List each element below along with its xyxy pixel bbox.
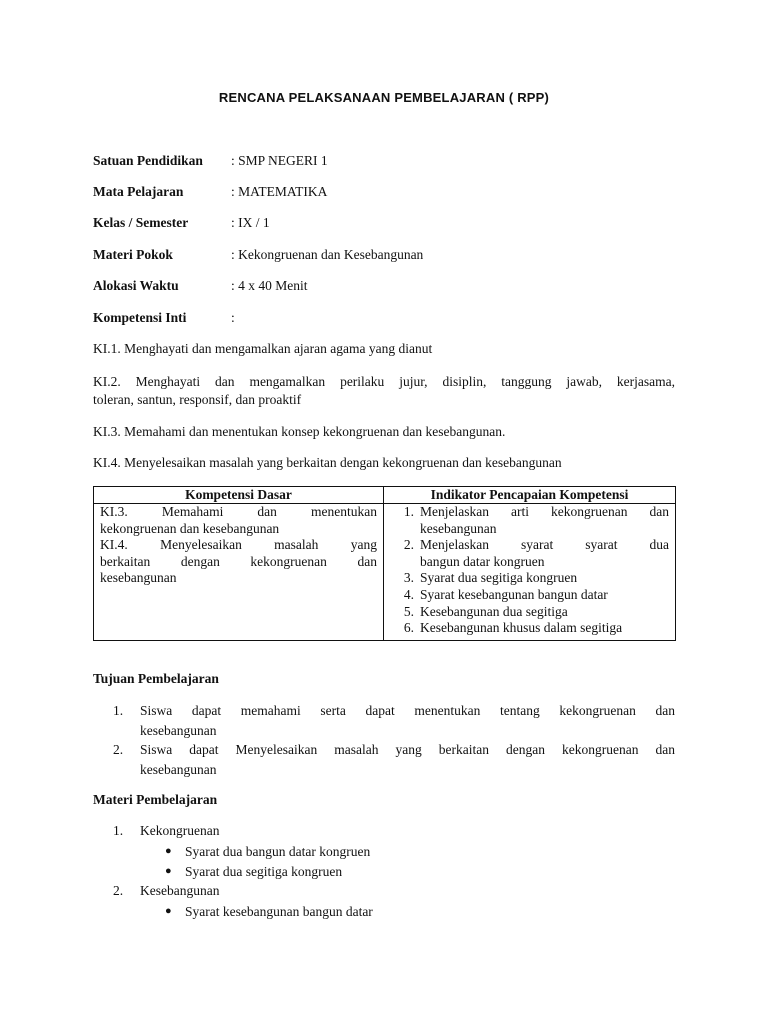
list-item (390, 620, 669, 637)
list-item-line-1: Siswa dapat memahami serta dapat menentukan tentang kekongruenan dan (140, 703, 675, 718)
materi-2-bullets (93, 902, 675, 922)
list-number: 6. (403, 620, 414, 636)
bullet-item (93, 842, 675, 862)
kd-3-line-2: kekongruenan dan kesebangunan (100, 520, 280, 536)
materi-1-bullets (93, 842, 675, 881)
materi-list-2 (113, 881, 675, 901)
meta-value: : (231, 310, 235, 325)
bullet-item (93, 902, 675, 922)
list-number: 1. (113, 823, 124, 838)
ki-2 (93, 373, 675, 409)
tujuan-list (113, 701, 675, 779)
kd-3-line-1: KI.3. Memahami dan menentukan (100, 504, 377, 519)
meta-value: : IX / 1 (231, 215, 270, 230)
meta-value: : 4 x 40 Menit (231, 278, 308, 293)
list-item (390, 587, 669, 604)
kd-4-line-1: KI.4. Menyelesaikan masalah yang (100, 537, 377, 553)
list-number: 2. (403, 537, 414, 553)
kd-4-line-2: berkaitan dengan kekongruenan dan (100, 553, 377, 569)
list-number: 1. (403, 504, 414, 519)
list-item-text: Kesebangunan dua segitiga (420, 603, 568, 619)
ki-2-line-2: toleran, santun, responsif, dan proaktif (93, 392, 302, 407)
ki-3: KI.3. Memahami dan menentukan konsep kekongruenan dan kesebangunan. (93, 424, 506, 439)
competency-table (93, 486, 676, 641)
list-item-line-1: Menjelaskan syarat syarat dua (420, 537, 669, 553)
document-title: RENCANA PELAKSANAAN PEMBELAJARAN ( RPP) (218, 90, 550, 105)
meta-label: Satuan Pendidikan (93, 153, 203, 168)
list-item-text: Kesebangunan khusus dalam segitiga (420, 620, 623, 636)
kd-4-line-3: kesebangunan (100, 570, 177, 586)
list-item (390, 604, 669, 621)
list-item (113, 881, 675, 901)
ki-1: KI.1. Menghayati dan mengamalkan ajaran agama yang dianut (93, 341, 433, 356)
list-item-text: Kekongruenan (140, 823, 220, 838)
column-header-kompetensi-dasar: Kompetensi Dasar (94, 487, 384, 504)
ki-4: KI.4. Menyelesaikan masalah yang berkaitan dengan kekongruenan dan kesebangunan (93, 455, 562, 470)
meta-value: : SMP NEGERI 1 (231, 153, 328, 168)
bullet-text: Syarat kesebangunan bangun datar (185, 904, 373, 919)
list-number: 3. (403, 570, 414, 586)
list-item (390, 504, 669, 537)
list-item-line-2: kesebangunan (140, 761, 217, 777)
list-item (113, 821, 675, 841)
list-item-text: Kesebangunan (140, 883, 220, 898)
materi-list (113, 821, 675, 841)
meta-label: Kelas / Semester (93, 215, 189, 230)
list-item (113, 701, 675, 740)
list-number: 4. (403, 586, 414, 602)
section-heading-materi: Materi Pembelajaran (93, 792, 218, 807)
column-header-indikator: Indikator Pencapaian Kompetensi (384, 487, 676, 504)
list-number: 5. (403, 603, 414, 619)
list-item-line-2: kesebangunan (420, 520, 497, 536)
ki-2-line-1: KI.2. Menghayati dan mengamalkan perilaku jujur, disiplin, tanggung jawab, kerjasama, (93, 374, 675, 389)
kompetensi-dasar-cell (94, 504, 384, 641)
list-number: 2. (113, 883, 124, 898)
list-item-text: Syarat dua segitiga kongruen (420, 570, 578, 586)
bullet-icon: ● (165, 845, 172, 857)
list-item-line-2: bangun datar kongruen (420, 553, 545, 569)
bullet-text: Syarat dua segitiga kongruen (185, 863, 343, 879)
section-heading-tujuan: Tujuan Pembelajaran (93, 671, 219, 686)
list-item (113, 740, 675, 779)
list-item-line-1: Siswa dapat Menyelesaikan masalah yang berkaitan dengan kekongruenan dan (140, 742, 675, 757)
indikator-cell (384, 504, 676, 641)
indicator-list (390, 504, 669, 637)
list-number: 2. (113, 742, 124, 757)
meta-value: : MATEMATIKA (231, 184, 328, 199)
meta-label: Materi Pokok (93, 247, 173, 262)
list-item-line-2: kesebangunan (140, 722, 217, 738)
meta-value: : Kekongruenan dan Kesebangunan (231, 247, 424, 262)
bullet-icon: ● (165, 905, 172, 917)
bullet-icon: ● (165, 864, 172, 877)
meta-label: Mata Pelajaran (93, 184, 184, 199)
list-item (390, 537, 669, 570)
bullet-text: Syarat dua bangun datar kongruen (185, 844, 371, 859)
list-item (390, 570, 669, 587)
bullet-item (93, 862, 675, 882)
list-number: 1. (113, 703, 124, 718)
list-item-text: Syarat kesebangunan bangun datar (420, 586, 608, 602)
list-item-line-1: Menjelaskan arti kekongruenan dan (420, 504, 669, 519)
meta-label: Alokasi Waktu (93, 278, 179, 293)
meta-label: Kompetensi Inti (93, 310, 187, 325)
